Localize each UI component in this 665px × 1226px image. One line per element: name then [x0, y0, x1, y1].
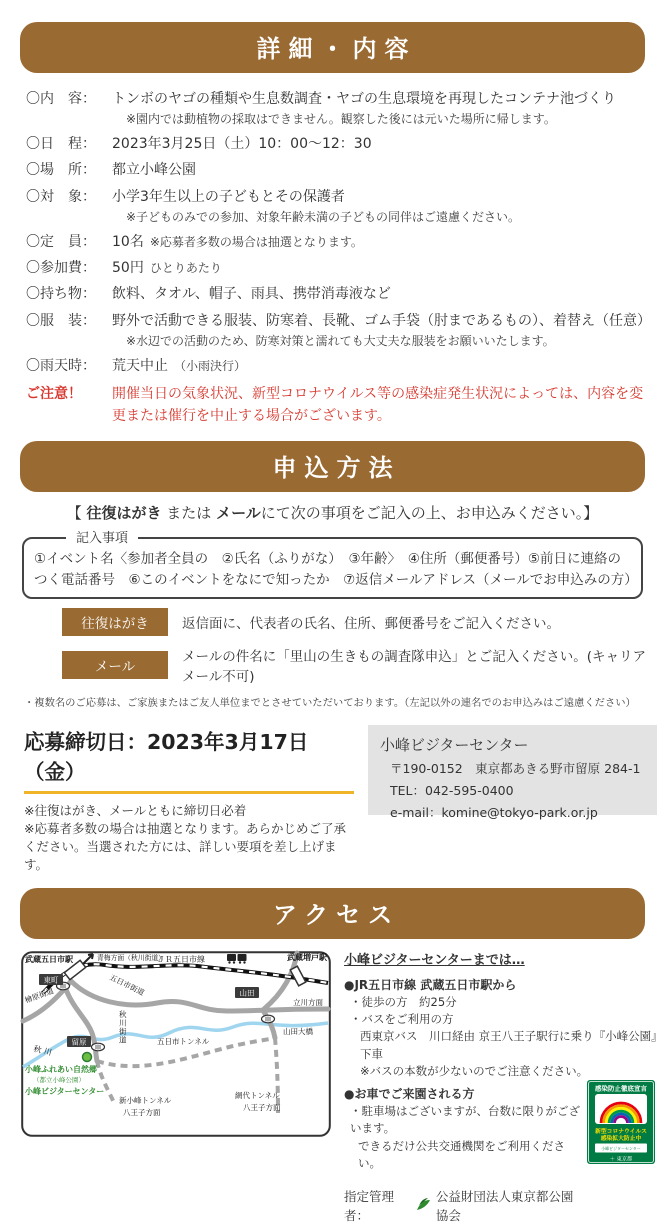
detail-text: 野外で活動できる服装、防寒着、長靴、ゴム手袋（肘まであるもの）、着替え（任意）: [112, 312, 651, 329]
detail-text: 50円: [112, 260, 144, 277]
detail-row-clothes: [26, 311, 657, 331]
intro-mail: メール: [216, 504, 261, 523]
detail-row-belongings: [26, 284, 657, 304]
intro-part: または: [161, 504, 217, 523]
detail-label: 〇参加費：: [26, 260, 96, 277]
detail-text: 2023年3月25日（土）10：00～12：30: [112, 136, 372, 153]
infection-prevention-badge: [587, 1080, 657, 1226]
detail-row-rain: [26, 356, 657, 376]
detail-label: 〇定 員：: [26, 233, 96, 250]
manager-row: [344, 1188, 583, 1226]
section-header-details: [20, 22, 645, 73]
access-train-head: ●JR五日市線 武蔵五日市駅から: [344, 977, 517, 992]
map-label-tomehara: 留原: [71, 1037, 87, 1047]
intro-postcard: 往復はがき: [86, 504, 162, 523]
map-label-itsukaichi-kaido: 五日市街道: [108, 973, 146, 998]
entry-items-box: [22, 531, 643, 599]
map-label-itsukaichi-tunnel: 五日市トンネル: [157, 1037, 210, 1047]
deadline-note-2: ※応募者多数の場合は抽選となります。あらかじめご了承ください。当選された方には、詳しい要項を差し上げます。: [24, 821, 346, 873]
access-bus-detail: 西東京バス 川口経由 京王八王子駅行に乗り『小峰公園』下車: [360, 1029, 657, 1061]
visitor-center-name: 小峰ビジターセンター: [380, 735, 529, 754]
manager-name: 公益財団法人東京都公園協会: [435, 1189, 574, 1223]
access-map-box: [20, 951, 332, 1225]
map-label-hachioji-1: 八王子方面: [123, 1108, 161, 1118]
badge-bottom-text: ＋ 東京都: [609, 1156, 633, 1163]
entry-items-legend: 記入事項: [66, 529, 138, 549]
apply-intro: [0, 502, 665, 523]
detail-label: 〇対 象：: [26, 188, 96, 205]
section-header-access: [20, 888, 645, 939]
map-label-ajiro-tunnel: 網代トンネル: [235, 1091, 280, 1101]
deadline-title: 応募締切日：2023年3月17日（金）: [24, 725, 354, 794]
detail-row-content: [26, 89, 657, 109]
park-marker-icon: [83, 1053, 92, 1062]
section-title-apply: 申込方法: [272, 454, 401, 483]
section-title-access: アクセス: [272, 901, 401, 930]
badge-line2: 感染拡大防止中: [600, 1136, 642, 1143]
mail-text: メールの件名に「里山の生きもの調査隊申込」とご記入ください。(キャリアメール不可): [182, 648, 646, 685]
access-car-detail-1: ・駐車場はございますが、台数に限りがございます。: [350, 1104, 580, 1136]
detail-small-note: ひとりあたり: [149, 261, 222, 276]
detail-row-target: [26, 187, 657, 207]
access-block: [20, 951, 657, 1225]
detail-row-capacity: [26, 232, 657, 252]
deadline-note-1: ※往復はがき、メールともに締切日必着: [24, 802, 247, 818]
entry-items-text: ①イベント名〈参加者全員の ②氏名（ふりがな） ③年齢〉 ④住所（郵便番号）⑤前日に連絡のつく電話番号 ⑥このイベントをなにで知ったか ⑦返信メールアドレス（メールでお申込みの方）: [34, 551, 638, 588]
detail-row-date: [26, 134, 657, 154]
map-label-shizenkyo: 小峰ふれあい自然郷: [25, 1065, 97, 1075]
access-walk: ・徒歩の方 約25分: [350, 994, 457, 1009]
map-label-yamada-ohashi: 山田大橋: [283, 1027, 313, 1037]
detail-text: 小学3年生以上の子どもとその保護者: [112, 188, 345, 205]
postcard-text: 返信面に、代表者の氏名、住所、郵便番号をご記入ください。: [182, 615, 560, 632]
access-directions: [344, 951, 657, 1225]
map-label-hachioji-2: 八王子方面: [243, 1103, 281, 1113]
map-label-jr-line: ＪＲ五日市線: [157, 955, 205, 965]
section-title-details: 詳細・内容: [256, 35, 417, 63]
flyer-page: [0, 22, 665, 1223]
access-lead: 小峰ビジターセンターまでは…: [344, 953, 525, 969]
map-label-komine-vc: 小峰ビジターセンター: [25, 1087, 105, 1097]
park-association-logo-icon: [416, 1197, 432, 1217]
detail-note: ※園内では動植物の採取はできません。観察した後には元いた場所に帰します。: [126, 112, 556, 127]
visitor-center-info: [368, 725, 657, 820]
detail-note: ※水辺での活動のため、防寒対策と濡れても大丈夫な服装をお願いいたします。: [126, 333, 555, 348]
detail-text: 10名: [112, 233, 144, 250]
detail-note: ※子どものみでの参加、対象年齢未満の子どもの同伴はご遠慮ください。: [126, 209, 521, 224]
intro-part: 【: [66, 504, 87, 523]
map-label-hinohara-kaido: 檜原街道: [23, 986, 55, 1006]
map-label-tachikawa: 立川方面: [293, 998, 323, 1008]
access-car-head: ●お車でご来園される方: [344, 1087, 475, 1102]
detail-small-note: （小雨決行）: [174, 358, 247, 373]
detail-small-note: ※応募者多数の場合は抽選となります。: [149, 234, 363, 249]
map-label-shin-komine-tunnel: 新小峰トンネル: [119, 1096, 172, 1106]
detail-text: 都立小峰公園: [112, 162, 196, 179]
map-label-sta-masudo: 武蔵増戸駅: [287, 953, 327, 963]
visitor-center-email: e-mail：komine@tokyo-park.or.jp: [390, 804, 598, 820]
map-label-higashimachi: 東町: [43, 975, 59, 985]
badge-top-text: 感染防止徹底宣言: [595, 1084, 647, 1093]
detail-text: トンボのヤゴの種類や生息数調査・ヤゴの生息環境を再現したコンテナ池づくり: [112, 91, 616, 107]
badge-small-text: 小峰ビジターセンター: [601, 1145, 641, 1151]
badge-line1: 新型コロナウイルス: [595, 1129, 647, 1136]
detail-text: 荒天中止: [112, 357, 168, 374]
detail-label: 〇日 程：: [26, 136, 96, 153]
detail-label: 〇持ち物：: [26, 286, 96, 303]
map-label-ome: 青梅方面（秋川街道）: [97, 954, 165, 963]
method-row-postcard: [62, 608, 657, 636]
visitor-center-address: 〒190-0152 東京都あきる野市留原 284-1: [390, 760, 641, 776]
map-label-akikawa-kaido: 秋川街道: [119, 1010, 127, 1045]
detail-text: 飲料、タオル、帽子、雨具、携帯消毒液など: [112, 286, 391, 303]
caution-notice: [26, 384, 657, 427]
intro-part: にて次の事項をご記入の上、お申込みください。】: [260, 504, 599, 523]
mail-tag: メール: [62, 651, 168, 679]
deadline-block: [24, 725, 657, 875]
manager-label: 指定管理者：: [344, 1189, 395, 1223]
map-label-yamada: 山田: [239, 988, 255, 998]
method-row-mail: [62, 645, 657, 685]
detail-label: 〇服 装：: [26, 312, 96, 329]
detail-row-place: [26, 160, 657, 180]
detail-label: 〇雨天時：: [26, 357, 96, 374]
map-label-komine-park: （都立小峰公園）: [33, 1076, 85, 1085]
section-header-apply: [20, 441, 645, 492]
detail-row-fee: [26, 258, 657, 278]
detail-label: 〇内 容：: [26, 91, 96, 107]
access-map: [20, 951, 332, 1137]
access-car-detail-2: できるだけ公共交通機関をご利用ください。: [358, 1138, 565, 1170]
access-bus: ・バスをご利用の方: [350, 1012, 454, 1027]
details-list: [26, 89, 657, 376]
caution-label: ご注意！: [26, 386, 82, 403]
access-bus-note: ※バスの本数が少ないのでご注意ください。: [360, 1063, 589, 1078]
multiple-applicants-note: ・複数名のご応募は、ご家族またはご友人単位までとさせていただいております。（左記以外の連名でのお申込みはご遠慮ください）: [24, 696, 636, 709]
detail-label: 〇場 所：: [26, 162, 96, 179]
map-label-akigawa-river: 秋 川: [32, 1044, 53, 1058]
postcard-tag: 往復はがき: [62, 608, 168, 636]
visitor-center-tel: TEL：042-595-0400: [390, 782, 514, 798]
map-label-sta-itsukaichi: 武蔵五日市駅: [25, 955, 73, 965]
caution-text: 開催当日の気象状況、新型コロナウイルス等の感染症発生状況によっては、内容を変更または催行を中止する場合がございます。: [112, 386, 644, 424]
